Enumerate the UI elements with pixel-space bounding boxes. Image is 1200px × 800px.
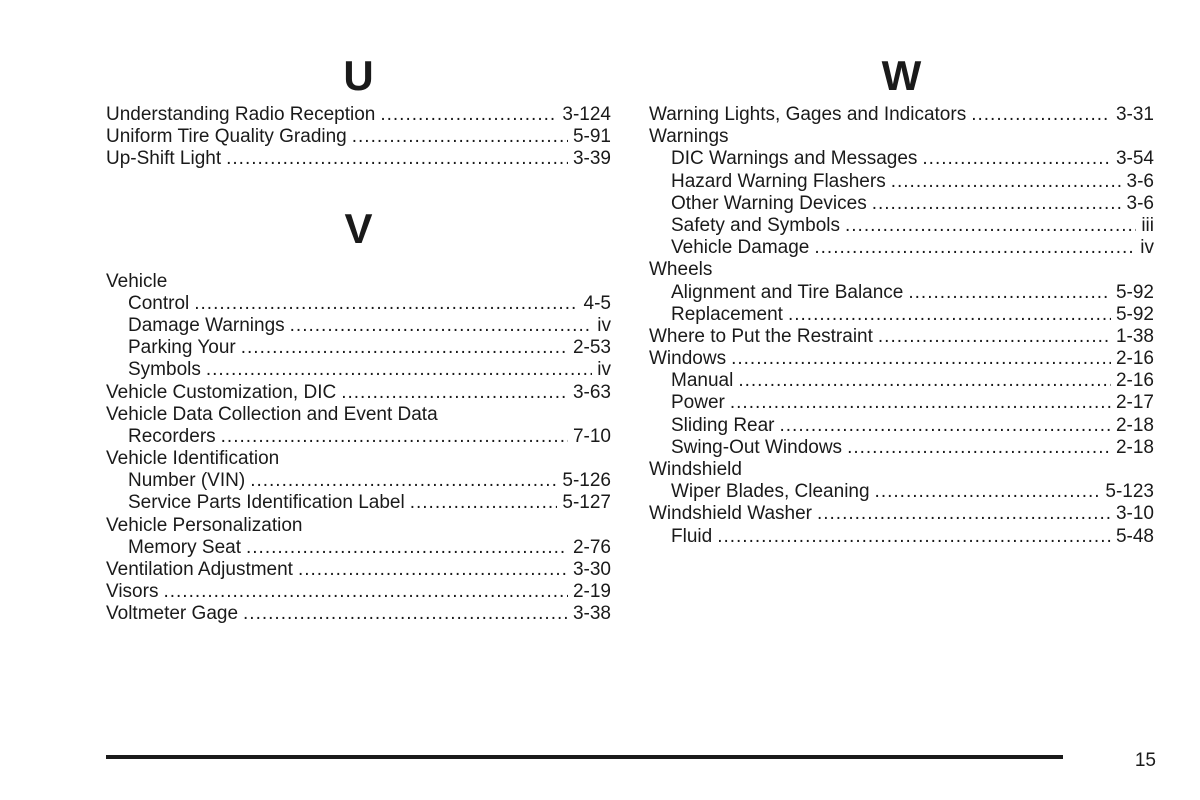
entry-label: Memory Seat <box>128 536 241 558</box>
dot-leader <box>243 603 568 625</box>
entry-page-ref: 3-10 <box>1115 503 1154 525</box>
index-entry <box>106 271 611 293</box>
index-subentry <box>649 481 1154 503</box>
entry-page-ref: 3-63 <box>572 381 611 403</box>
dot-leader <box>872 193 1122 215</box>
dot-leader <box>814 237 1135 259</box>
index-subentry <box>649 237 1154 259</box>
entry-label: Vehicle Identification <box>106 448 280 470</box>
entry-page-ref: 3-30 <box>572 559 611 580</box>
entry-label: Vehicle Damage <box>671 237 810 259</box>
entry-page-ref: 5-127 <box>562 492 611 514</box>
dot-leader <box>250 470 557 492</box>
entry-label: Damage Warnings <box>128 314 285 336</box>
entry-label: Warning Lights, Gages and Indicators <box>649 104 967 125</box>
entry-label: Wiper Blades, Cleaning <box>671 481 870 503</box>
entry-label: Sliding Rear <box>671 414 775 436</box>
dot-leader <box>163 581 568 603</box>
entry-page-ref: 2-18 <box>1115 436 1154 458</box>
entry-page-ref: iv <box>597 359 611 381</box>
index-entry <box>106 581 611 603</box>
index-entry <box>106 515 611 537</box>
entry-page-ref: 4-5 <box>583 292 611 314</box>
entry-page-ref: 1-38 <box>1115 325 1154 347</box>
index-entry <box>106 126 611 148</box>
index-entry <box>106 559 611 581</box>
entry-label: DIC Warnings and Messages <box>671 148 918 170</box>
index-entry <box>649 326 1154 348</box>
index-entry <box>649 259 1154 281</box>
index-subentry <box>106 492 611 514</box>
entry-page-ref: 2-16 <box>1115 348 1154 370</box>
dot-leader <box>817 503 1111 525</box>
index-subentry <box>106 537 611 559</box>
entry-label: Ventilation Adjustment <box>106 559 293 580</box>
entry-label: Safety and Symbols <box>671 214 840 236</box>
page-number: 15 <box>1134 750 1156 771</box>
entry-label: Service Parts Identification Label <box>128 492 405 514</box>
entry-label: Parking Your <box>128 337 236 359</box>
index-subentry <box>649 193 1154 215</box>
footer-rule <box>106 755 1063 759</box>
entry-label: Wheels <box>649 259 713 281</box>
index-subentry <box>649 304 1154 326</box>
index-entry <box>649 503 1154 525</box>
index-entry <box>649 348 1154 370</box>
dot-leader <box>845 215 1136 237</box>
entry-label: Where to Put the Restraint <box>649 325 873 347</box>
dot-leader <box>380 104 557 126</box>
index-entry <box>106 603 611 625</box>
index-subentry <box>649 215 1154 237</box>
entry-label: Power <box>671 392 725 414</box>
dot-leader <box>847 437 1111 459</box>
section-letter-w: W <box>881 52 922 99</box>
index-subentry <box>649 171 1154 193</box>
entry-page-ref: 2-76 <box>572 536 611 558</box>
entry-label: Windshield Washer <box>649 503 812 525</box>
entry-label: Control <box>128 292 190 314</box>
index-entry <box>106 448 611 470</box>
entry-label: Vehicle <box>106 270 168 292</box>
dot-leader <box>241 337 568 359</box>
entry-page-ref: 2-18 <box>1115 414 1154 436</box>
index-subentry <box>649 282 1154 304</box>
entry-label: Warnings <box>649 126 729 148</box>
entry-page-ref: 3-31 <box>1115 104 1154 125</box>
dot-leader <box>971 104 1111 126</box>
dot-leader <box>875 481 1101 503</box>
entry-label: Windshield <box>649 459 742 480</box>
dot-leader <box>738 370 1111 392</box>
entry-label: Alignment and Tire Balance <box>671 281 904 303</box>
dot-leader <box>221 426 568 448</box>
entry-label: Visors <box>106 581 159 603</box>
entry-page-ref: iv <box>597 314 611 336</box>
index-subentry <box>649 437 1154 459</box>
dot-leader <box>352 126 568 148</box>
entry-label: Other Warning Devices <box>671 192 867 214</box>
entry-page-ref: 3-6 <box>1126 170 1154 192</box>
dot-leader <box>922 148 1111 170</box>
entry-label: Uniform Tire Quality Grading <box>106 126 347 148</box>
dot-leader <box>410 492 558 514</box>
entry-page-ref: 3-39 <box>572 148 611 170</box>
dot-leader <box>731 348 1111 370</box>
entry-label: Vehicle Data Collection and Event Data <box>106 403 438 425</box>
entry-page-ref: iii <box>1141 214 1154 236</box>
entry-label: Number (VIN) <box>128 470 246 492</box>
entry-label: Recorders <box>128 425 216 447</box>
dot-leader <box>298 559 568 581</box>
entry-page-ref: 5-123 <box>1105 481 1154 503</box>
entry-page-ref: 3-124 <box>562 104 611 125</box>
index-subentry <box>649 392 1154 414</box>
entry-page-ref: 5-92 <box>1115 281 1154 303</box>
index-subentry <box>649 370 1154 392</box>
index-entry <box>649 104 1154 126</box>
dot-leader <box>730 392 1111 414</box>
index-entry <box>106 382 611 404</box>
entry-page-ref: iv <box>1140 237 1154 259</box>
entry-label: Windows <box>649 348 727 370</box>
entry-page-ref: 3-54 <box>1115 148 1154 170</box>
index-entry <box>106 104 611 126</box>
entry-label: Up-Shift Light <box>106 148 222 170</box>
dot-leader <box>290 315 593 337</box>
dot-leader <box>246 537 568 559</box>
section-letter-u: U <box>343 52 374 99</box>
entry-page-ref: 2-19 <box>572 581 611 603</box>
entry-page-ref: 5-48 <box>1115 525 1154 547</box>
index-entry <box>649 459 1154 481</box>
dot-leader <box>891 171 1122 193</box>
entry-label: Fluid <box>671 525 713 547</box>
index-subentry <box>649 148 1154 170</box>
entry-label: Vehicle Customization, DIC <box>106 381 337 403</box>
entry-page-ref: 5-126 <box>562 470 611 492</box>
entry-page-ref: 7-10 <box>572 425 611 447</box>
dot-leader <box>780 415 1111 437</box>
dot-leader <box>717 526 1111 548</box>
dot-leader <box>226 148 568 170</box>
index-column-left <box>106 48 611 626</box>
dot-leader <box>194 293 578 315</box>
index-subentry <box>106 293 611 315</box>
dot-leader <box>206 359 592 381</box>
dot-leader <box>341 382 568 404</box>
entry-page-ref: 5-92 <box>1115 303 1154 325</box>
entry-page-ref: 3-38 <box>572 603 611 625</box>
entry-label: Understanding Radio Reception <box>106 104 376 125</box>
index-subentry <box>649 415 1154 437</box>
index-subentry <box>106 426 611 448</box>
index-subentry <box>106 359 611 381</box>
dot-leader <box>878 326 1111 348</box>
section-letter-v: V <box>344 204 373 252</box>
entry-label: Voltmeter Gage <box>106 603 239 625</box>
entry-label: Replacement <box>671 303 783 325</box>
entry-page-ref: 5-91 <box>572 126 611 148</box>
entry-label: Vehicle Personalization <box>106 514 303 536</box>
index-entry <box>106 404 611 426</box>
entry-page-ref: 2-16 <box>1115 370 1154 392</box>
entry-page-ref: 2-53 <box>572 337 611 359</box>
index-entry <box>649 126 1154 148</box>
index-subentry <box>649 526 1154 548</box>
index-entry <box>106 148 611 170</box>
index-subentry <box>106 315 611 337</box>
index-subentry <box>106 337 611 359</box>
dot-leader <box>908 282 1111 304</box>
entry-label: Swing-Out Windows <box>671 436 843 458</box>
index-subentry <box>106 470 611 492</box>
entry-page-ref: 3-6 <box>1126 192 1154 214</box>
entry-label: Manual <box>671 370 734 392</box>
index-column-right <box>649 48 1154 548</box>
entry-page-ref: 2-17 <box>1115 392 1154 414</box>
dot-leader <box>788 304 1111 326</box>
entry-label: Symbols <box>128 359 201 381</box>
entry-label: Hazard Warning Flashers <box>671 170 886 192</box>
